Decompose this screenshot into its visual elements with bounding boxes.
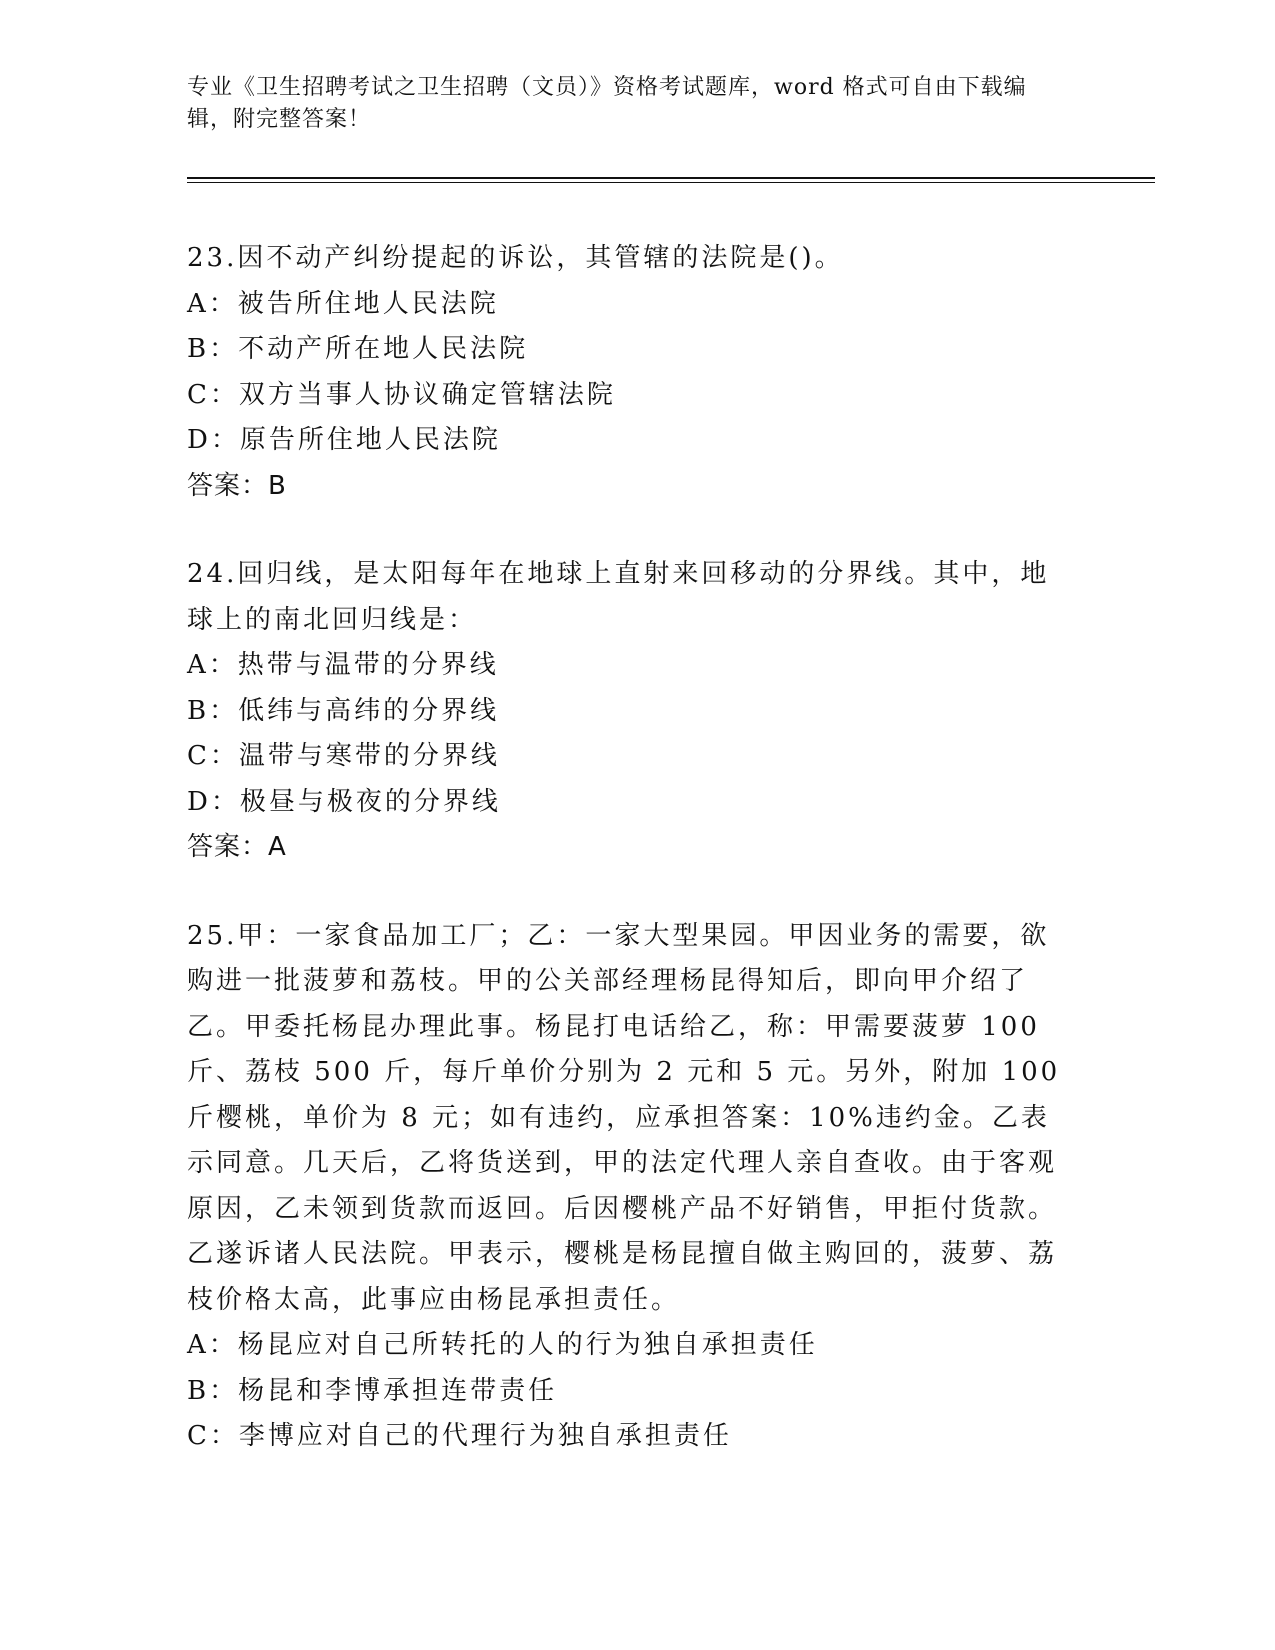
option-d: D：原告所住地人民法院 xyxy=(187,425,501,455)
option-a: A：杨昆应对自己所转托的人的行为独自承担责任 xyxy=(187,1330,818,1360)
question-24 xyxy=(187,552,1067,871)
option-d: D：极昼与极夜的分界线 xyxy=(187,786,501,817)
option-b: B：不动产所在地人民法院 xyxy=(187,334,529,364)
option-c: C：李博应对自己的代理行为独自承担责任 xyxy=(187,1421,732,1451)
option-b: B：低纬与高纬的分界线 xyxy=(187,695,500,726)
header-divider-thin xyxy=(187,182,1155,183)
header-divider-thick xyxy=(187,177,1155,179)
option-c: C：温带与寒带的分界线 xyxy=(187,741,500,771)
answer-line: 答案：A xyxy=(187,832,287,862)
question-list xyxy=(187,236,1067,1503)
document-header: 专业《卫生招聘考试之卫生招聘（文员）》资格考试题库，word 格式可自由下载编辑，附完整答案！ xyxy=(187,75,1027,132)
option-b: B：杨昆和李博承担连带责任 xyxy=(187,1375,558,1406)
question-stem: 23.因不动产纠纷提起的诉讼，其管辖的法院是()。 xyxy=(187,243,844,273)
question-stem: 25.甲：一家食品加工厂；乙：一家大型果园。甲因业务的需要，欲购进一批菠萝和荔枝。甲的公关部经理杨昆得知后，即向甲介绍了乙。甲委托杨昆办理此事。杨昆打电话给乙，称：甲需要菠萝 100 斤、荔枝 500 斤，每斤单价分别为 2 元和 5 元。另外，附加 100 斤樱桃，单价为 8 元；如有违约，应承担答案：10%违约金。乙表示同意。几天后，乙将货送到，甲的法定代理人亲自查收。由于客观原因，乙未领到货款而返回。后因樱桃产品不好销售，甲拒付货款。乙遂诉诸人民法院。甲表示，樱桃是杨昆擅自做主购回的，菠萝、荔枝价格太高，此事应由杨昆承担责任。 xyxy=(187,920,1061,1315)
option-a: A：热带与温带的分界线 xyxy=(187,650,499,680)
answer-line: 答案：B xyxy=(187,470,287,501)
option-c: C：双方当事人协议确定管辖法院 xyxy=(187,379,616,410)
option-a: A：被告所住地人民法院 xyxy=(187,288,499,319)
question-stem: 24.回归线，是太阳每年在地球上直射来回移动的分界线。其中，地球上的南北回归线是： xyxy=(187,559,1050,635)
question-23 xyxy=(187,236,1067,509)
question-25 xyxy=(187,914,1067,1460)
